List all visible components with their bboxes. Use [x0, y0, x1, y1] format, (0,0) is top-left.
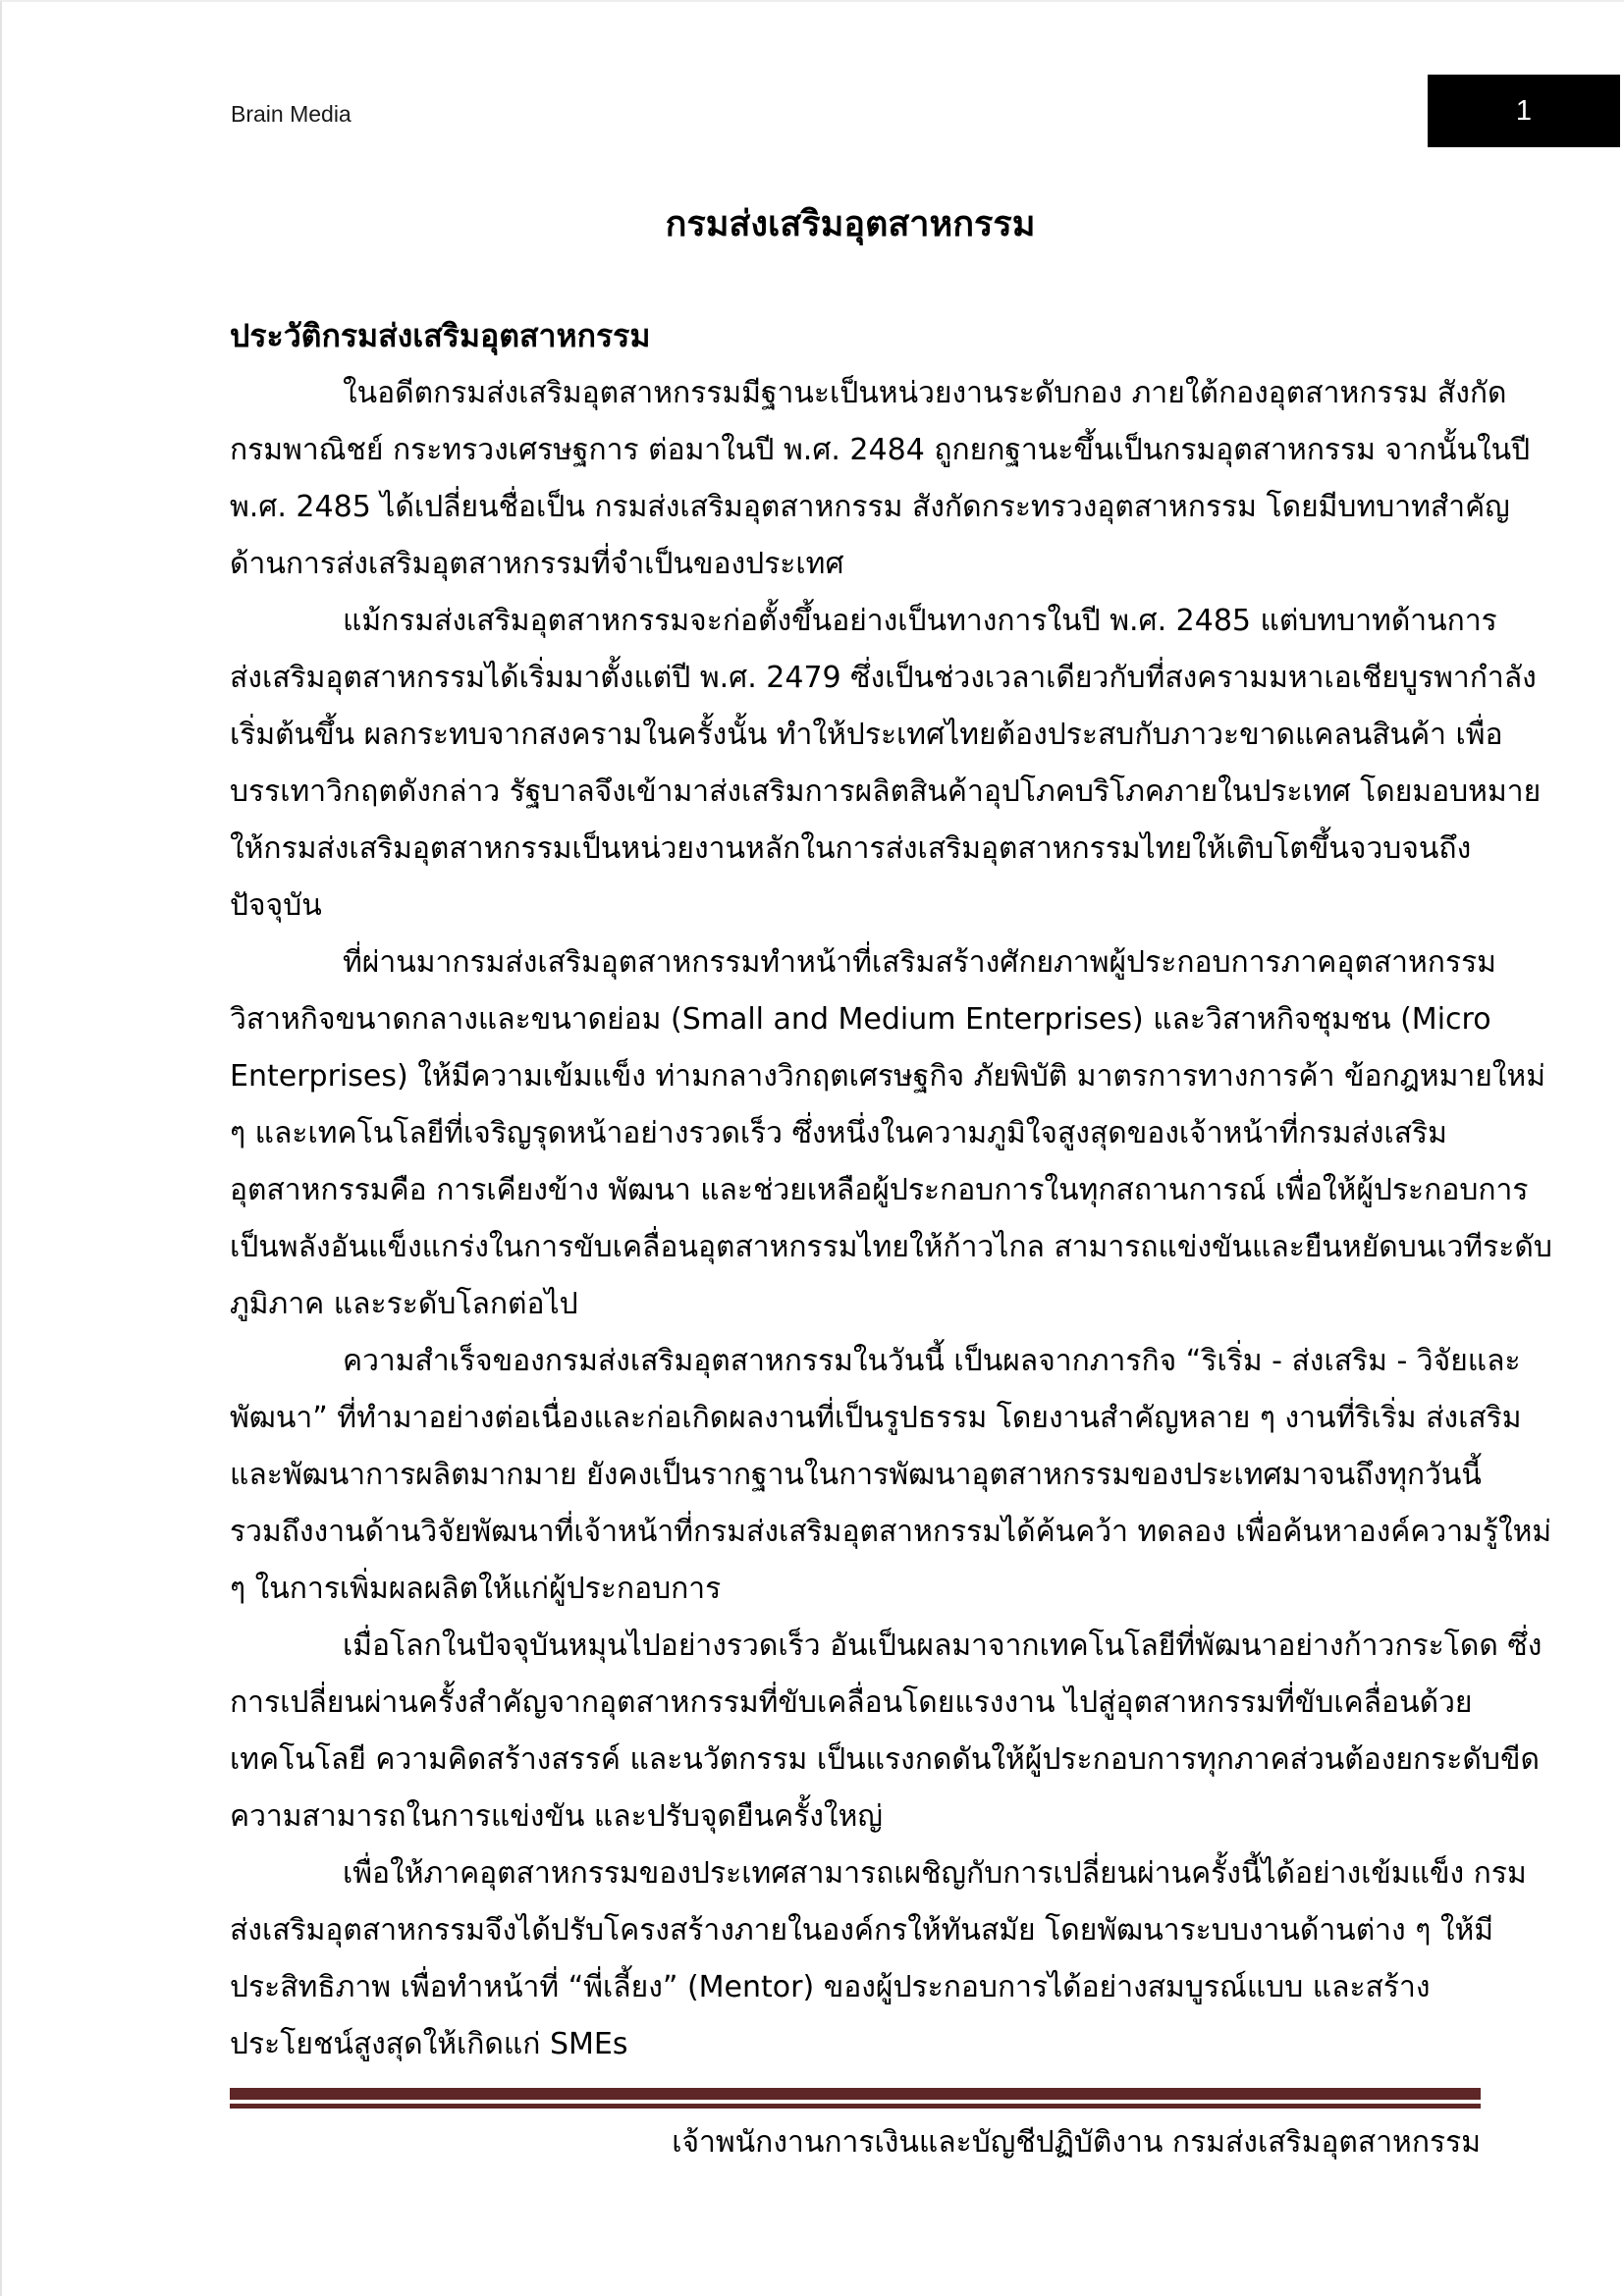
text-line: การเปลี่ยนผ่านครั้งสำคัญจากอุตสาหกรรมที่ขับเคลื่อนโดยแรงงาน ไปสู่อุตสาหกรรมที่ขับเคลื่อนด้วย	[230, 1685, 1473, 1720]
text-line: อุตสาหกรรมคือ การเคียงข้าง พัฒนา และช่วยเหลือผู้ประกอบการในทุกสถานการณ์ เพื่อให้ผู้ประกอบการ	[230, 1173, 1529, 1207]
text-line: ที่ผ่านมากรมส่งเสริมอุตสาหกรรมทำหน้าที่เสริมสร้างศักยภาพผู้ประกอบการภาคอุตสาหกรรม	[343, 945, 1496, 980]
text-line: เพื่อให้ภาคอุตสาหกรรมของประเทศสามารถเผชิญกับการเปลี่ยนผ่านครั้งนี้ได้อย่างเข้มแข็ง กรม	[343, 1856, 1527, 1891]
text-line: ด้านการส่งเสริมอุตสาหกรรมที่จำเป็นของประเทศ	[230, 547, 844, 581]
text-line: พัฒนา” ที่ทำมาอย่างต่อเนื่องและก่อเกิดผลงานที่เป็นรูปธรรม โดยงานสำคัญหลาย ๆ งานที่ริเริ่ม ส่งเสริม	[230, 1401, 1522, 1435]
footer-rule-thin	[230, 2104, 1481, 2109]
text-line: Enterprises) ให้มีความเข้มแข็ง ท่ามกลางวิกฤตเศรษฐกิจ ภัยพิบัติ มาตรการทางการค้า ข้อกฎหมายใหม่	[230, 1059, 1545, 1094]
document-content	[230, 2, 1552, 2073]
footer-rule-thick	[230, 2088, 1481, 2100]
text-line: ให้กรมส่งเสริมอุตสาหกรรมเป็นหน่วยงานหลักในการส่งเสริมอุตสาหกรรมไทยให้เติบโตขึ้นจวบจนถึง	[230, 831, 1472, 866]
text-line: เทคโนโลยี ความคิดสร้างสรรค์ และนวัตกรรม เป็นแรงกดดันให้ผู้ประกอบการทุกภาคส่วนต้องยกระดับขีด	[230, 1742, 1540, 1777]
text-line: ความสามารถในการแข่งขัน และปรับจุดยืนครั้งใหญ่	[230, 1799, 883, 1834]
text-line: บรรเทาวิกฤตดังกล่าว รัฐบาลจึงเข้ามาส่งเสริมการผลิตสินค้าอุปโภคบริโภคภายในประเทศ โดยมอบหมาย	[230, 774, 1542, 809]
text-line: เป็นพลังอันแข็งแกร่งในการขับเคลื่อนอุตสาหกรรมไทยให้ก้าวไกล สามารถแข่งขันและยืนหยัดบนเวทีระดับ	[230, 1230, 1552, 1264]
text-line: เริ่มต้นขึ้น ผลกระทบจากสงครามในครั้งนั้น ทำให้ประเทศไทยต้องประสบกับภาวะขาดแคลนสินค้า เพื่อ	[230, 718, 1503, 752]
text-line: ๆ ในการเพิ่มผลผลิตให้แก่ผู้ประกอบการ	[230, 1572, 722, 1606]
text-line: และพัฒนาการผลิตมากมาย ยังคงเป็นรากฐานในการพัฒนาอุตสาหกรรมของประเทศมาจนถึงทุกวันนี้	[230, 1458, 1482, 1492]
text-line: ส่งเสริมอุตสาหกรรมจึงได้ปรับโครงสร้างภายในองค์กรให้ทันสมัย โดยพัฒนาระบบงานด้านต่าง ๆ ให้มี	[230, 1913, 1494, 1948]
page-number: 1	[1515, 94, 1533, 127]
header-brand: Brain Media	[231, 101, 352, 127]
text-line: รวมถึงงานด้านวิจัยพัฒนาที่เจ้าหน้าที่กรมส่งเสริมอุตสาหกรรมได้ค้นคว้า ทดลอง เพื่อค้นหาองค์ความรู้ใหม่	[230, 1515, 1552, 1549]
footer-signature: เจ้าพนักงานการเงินและบัญชีปฏิบัติงาน กรมส่งเสริมอุตสาหกรรม	[672, 2125, 1481, 2160]
text-line: กรมพาณิชย์ กระทรวงเศรษฐการ ต่อมาในปี พ.ศ. 2484 ถูกยกฐานะขึ้นเป็นกรมอุตสาหกรรม จากนั้นในปี	[230, 433, 1531, 467]
text-line: เมื่อโลกในปัจจุบันหมุนไปอย่างรวดเร็ว อันเป็นผลมาจากเทคโนโลยีที่พัฒนาอย่างก้าวกระโดด ซึ่ง	[343, 1629, 1543, 1663]
document-body	[230, 365, 1552, 2073]
document-title: กรมส่งเสริมอุตสาหกรรม	[665, 204, 1036, 244]
text-line: ภูมิภาค และระดับโลกต่อไป	[230, 1287, 578, 1321]
text-line: ส่งเสริมอุตสาหกรรมได้เริ่มมาตั้งแต่ปี พ.ศ. 2479 ซึ่งเป็นช่วงเวลาเดียวกับที่สงครามมหาเอเชียบูรพากำลัง	[230, 661, 1537, 695]
document-footer	[230, 2088, 1481, 2167]
text-line: แม้กรมส่งเสริมอุตสาหกรรมจะก่อตั้งขึ้นอย่างเป็นทางการในปี พ.ศ. 2485 แต่บทบาทด้านการ	[343, 604, 1497, 638]
text-line: ปัจจุบัน	[230, 888, 322, 923]
text-line: วิสาหกิจขนาดกลางและขนาดย่อม (Small and Medium Enterprises) และวิสาหกิจชุมชน (Micro	[230, 1002, 1491, 1037]
text-line: พ.ศ. 2485 ได้เปลี่ยนชื่อเป็น กรมส่งเสริมอุตสาหกรรม สังกัดกระทรวงอุตสาหกรรม โดยมีบทบาทสำคัญ	[230, 490, 1510, 524]
text-line: ประโยชน์สูงสุดให้เกิดแก่ SMEs	[230, 2027, 628, 2061]
text-line: ๆ และเทคโนโลยีที่เจริญรุดหน้าอย่างรวดเร็ว ซึ่งหนึ่งในความภูมิใจสูงสุดของเจ้าหน้าที่กรมส่งเสริม	[230, 1116, 1447, 1150]
section-heading: ประวัติกรมส่งเสริมอุตสาหกรรม	[230, 317, 651, 354]
text-line: ความสำเร็จของกรมส่งเสริมอุตสาหกรรมในวันนี้ เป็นผลจากภารกิจ “ริเริ่ม - ส่งเสริม - วิจัยและ	[343, 1344, 1521, 1378]
text-line: ในอดีตกรมส่งเสริมอุตสาหกรรมมีฐานะเป็นหน่วยงานระดับกอง ภายใต้กองอุตสาหกรรม สังกัด	[343, 376, 1507, 410]
text-line: ประสิทธิภาพ เพื่อทำหน้าที่ “พี่เลี้ยง” (Mentor) ของผู้ประกอบการได้อย่างสมบูรณ์แบบ และสร้าง	[230, 1970, 1431, 2004]
